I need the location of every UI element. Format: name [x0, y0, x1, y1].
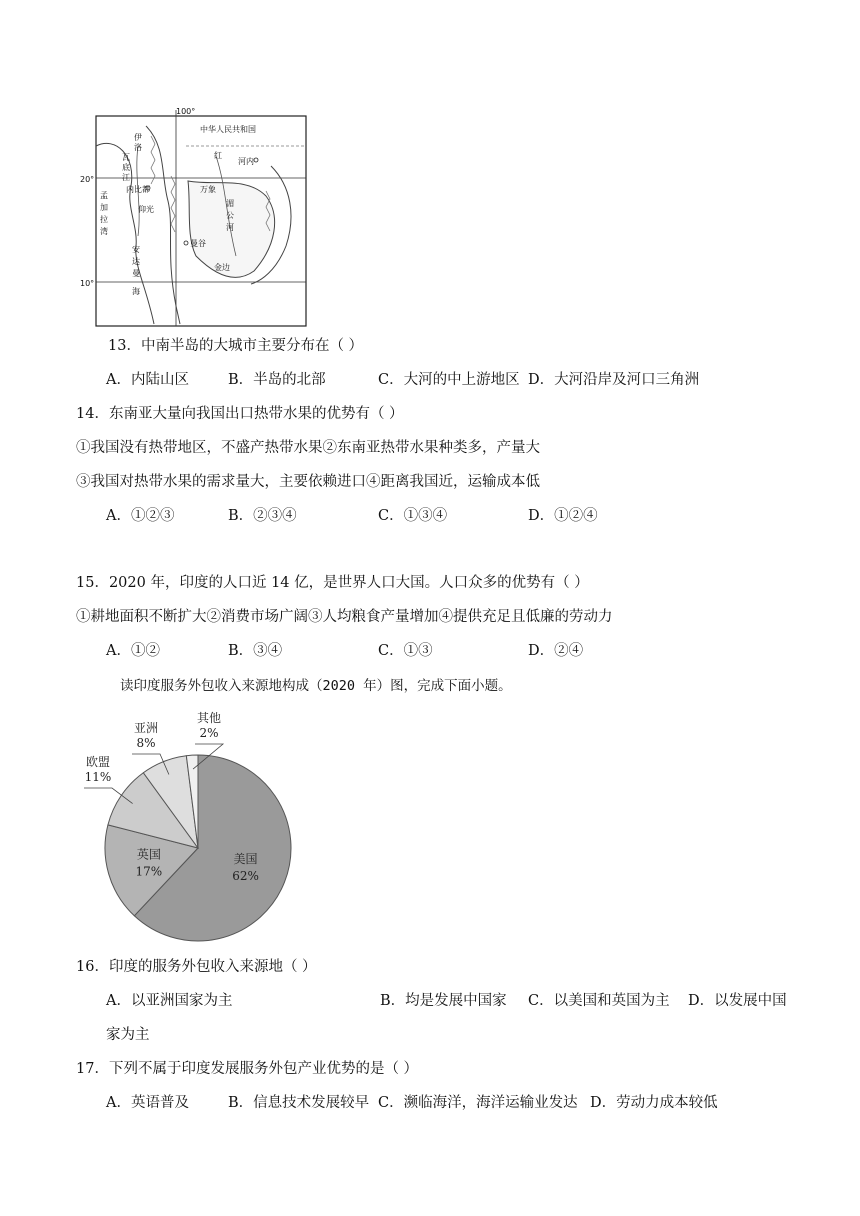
label-man: 曼: [132, 269, 140, 278]
q14-statement-2: ③我国对热带水果的需求量大，主要依赖进口④距离我国近，运输成本低: [76, 474, 540, 490]
pie-value-2: 11%: [84, 770, 112, 784]
q13-option-c[interactable]: C．大河的中上游地区: [378, 372, 520, 388]
lat-10-label: 10°: [80, 279, 95, 288]
q15-option-d[interactable]: D．②④: [528, 643, 584, 659]
lat-20-label: 20°: [80, 175, 95, 184]
label-jiang: 江: [122, 173, 130, 182]
q17-option-c[interactable]: C．濒临海洋，海洋运输业发达: [378, 1095, 578, 1111]
pie-intro: 读印度服务外包收入来源地构成（2020 年）图，完成下面小题。: [120, 678, 512, 694]
q15-stem: 15．2020 年，印度的人口近 14 亿，是世界人口大国。人口众多的优势有（ ）: [76, 575, 589, 591]
q16-option-b[interactable]: B．均是发展中国家: [380, 993, 507, 1009]
pie-value-4: 2%: [199, 726, 219, 740]
q13-option-b[interactable]: B．半岛的北部: [228, 372, 326, 388]
pie-chart: [76, 704, 306, 944]
label-wanxiang: 万象: [200, 185, 216, 194]
label-he: 河: [226, 223, 234, 232]
label-di: 底: [122, 163, 130, 172]
pie-label-1: 英国: [136, 847, 161, 862]
q14-option-d[interactable]: D．①②④: [528, 508, 598, 524]
q17-stem: 17．下列不属于印度发展服务外包产业优势的是（ ）: [76, 1061, 419, 1077]
label-mangu: 曼谷: [190, 239, 206, 248]
pie-value-0: 62%: [232, 868, 259, 883]
label-jinbian: 金边: [214, 263, 230, 272]
q14-option-c[interactable]: C．①③④: [378, 508, 448, 524]
q17-option-a[interactable]: A．英语普及: [106, 1095, 189, 1111]
pie-label-0: 美国: [233, 851, 258, 866]
label-luo: 洛: [134, 143, 142, 152]
label-mei: 湄: [226, 199, 234, 208]
label-la: 拉: [100, 215, 108, 224]
pie-label-4: 其他: [196, 711, 222, 725]
label-hai: 海: [132, 287, 140, 296]
q14-statement-1: ①我国没有热带地区，不盛产热带水果②东南亚热带水果种类多，产量大: [76, 440, 540, 456]
q16-option-c[interactable]: C．以美国和英国为主: [528, 993, 670, 1009]
pie-label-2: 欧盟: [85, 755, 111, 769]
label-wa: 瓦: [122, 153, 130, 162]
label-an: 安: [132, 245, 140, 254]
q15-statement: ①耕地面积不断扩大②消费市场广阔③人均粮食产量增加④提供充足且低廉的劳动力: [76, 609, 613, 625]
label-wan: 湾: [100, 227, 108, 236]
label-yi: 伊: [134, 133, 142, 142]
q13-option-d[interactable]: D．大河沿岸及河口三角洲: [528, 372, 700, 388]
pie-label-3: 亚洲: [133, 721, 159, 735]
q14-option-a[interactable]: A．①②③: [106, 508, 175, 524]
q17-option-d[interactable]: D．劳动力成本较低: [590, 1095, 718, 1111]
q14-option-b[interactable]: B．②③④: [228, 508, 297, 524]
label-gong: 公: [226, 211, 234, 220]
label-hong: 红: [214, 151, 222, 160]
label-neibidu: 内比都: [126, 185, 150, 194]
q15-option-c[interactable]: C．①③: [378, 643, 433, 659]
q16-option-d-wrap: 家为主: [106, 1027, 150, 1043]
q16-option-d[interactable]: D．以发展中国: [688, 993, 787, 1009]
q16-option-a[interactable]: A．以亚洲国家为主: [106, 993, 233, 1009]
q17-option-b[interactable]: B．信息技术发展较早: [228, 1095, 370, 1111]
q16-stem: 16．印度的服务外包收入来源地（ ）: [76, 959, 317, 975]
pie-value-1: 17%: [135, 864, 163, 879]
indochina-map: [76, 106, 316, 330]
label-da: 达: [132, 257, 140, 266]
label-jia: 加: [100, 203, 108, 212]
q13-stem: 13．中南半岛的大城市主要分布在（ ）: [108, 338, 364, 354]
country-label: 中华人民共和国: [200, 125, 256, 134]
q13-option-a[interactable]: A．内陆山区: [106, 372, 189, 388]
pie-value-3: 8%: [136, 736, 156, 750]
q15-option-a[interactable]: A．①②: [106, 643, 160, 659]
label-yangguang: 仰光: [138, 205, 154, 214]
label-meng: 孟: [100, 191, 108, 200]
q15-option-b[interactable]: B．③④: [228, 643, 283, 659]
lon-100-label: 100°: [176, 107, 196, 116]
q14-stem: 14．东南亚大量向我国出口热带水果的优势有（ ）: [76, 406, 404, 422]
label-henei: 河内: [238, 157, 254, 166]
